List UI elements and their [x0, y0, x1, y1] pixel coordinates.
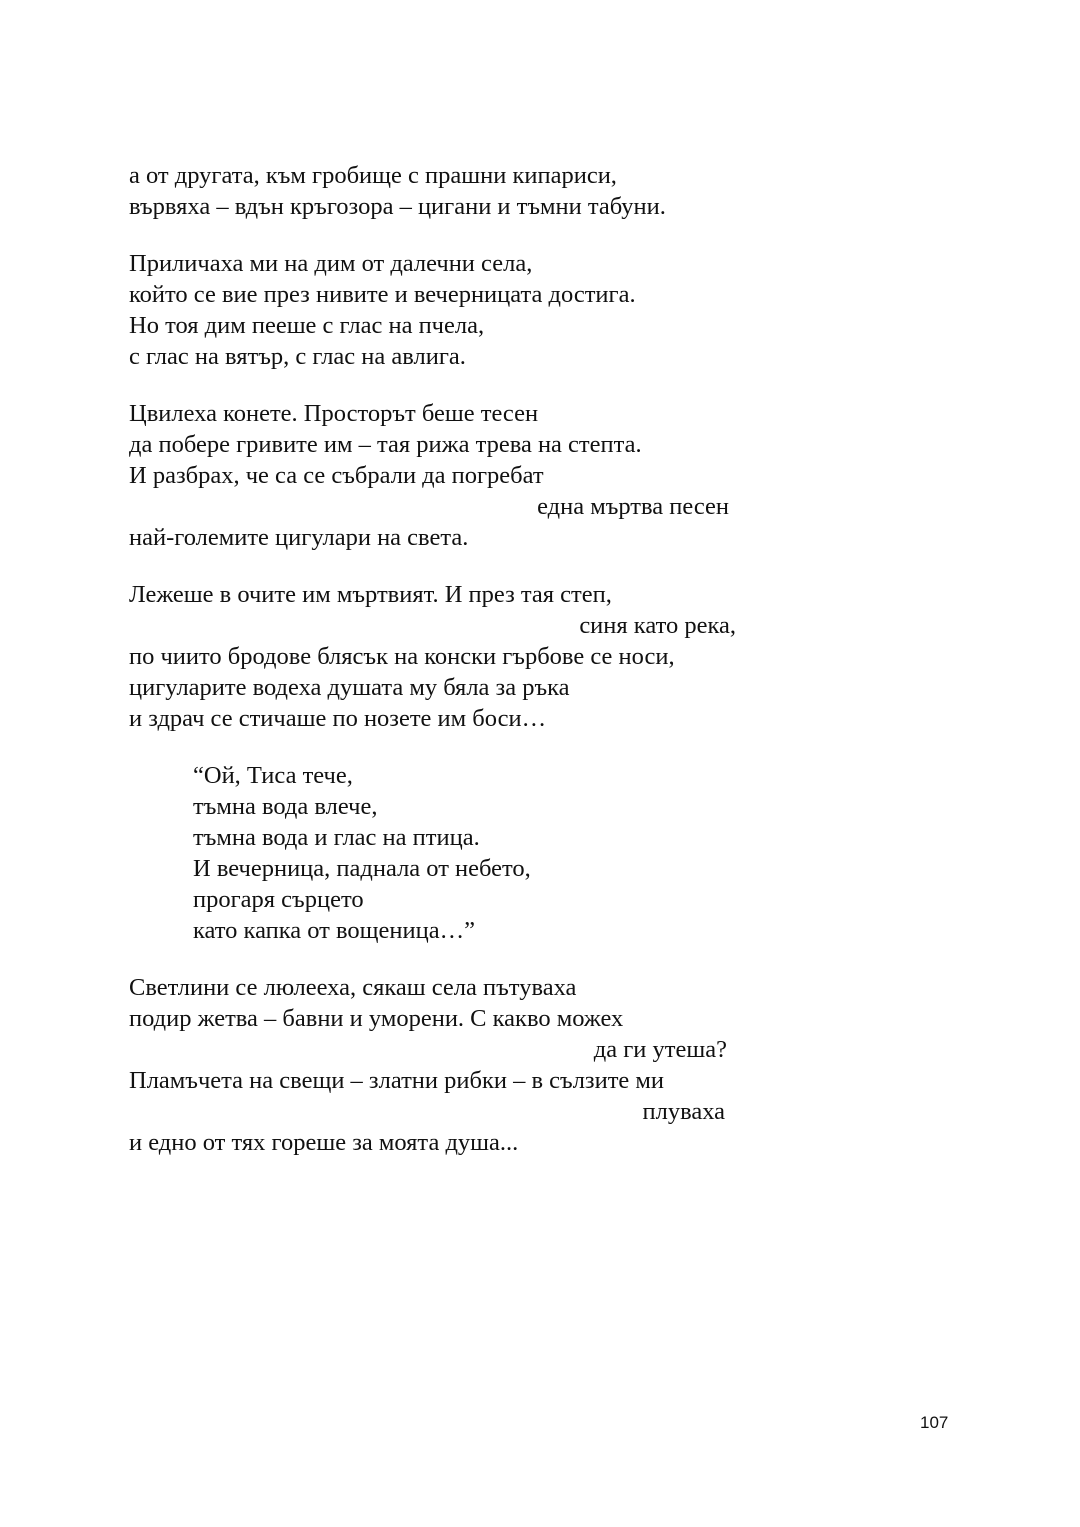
song-line: тъмна вода влече,	[193, 793, 378, 820]
poem-line: Но тоя дим пееше с глас на пчела,	[129, 312, 485, 339]
poem-line: вървяха – вдън кръгозора – цигани и тъмни табуни.	[129, 193, 666, 220]
stanza-song	[129, 760, 769, 946]
poem-line-indented: синя като река,	[579, 612, 736, 639]
poem-line: и едно от тях гореше за моята душа...	[129, 1129, 519, 1156]
song-line: като капка от вощеница…”	[193, 917, 475, 944]
page-number: 107	[920, 1413, 949, 1432]
poem-line: с глас на вятър, с глас на авлига.	[129, 343, 466, 370]
poem-line: Приличаха ми на дим от далечни села,	[129, 250, 533, 277]
poem-line: най-големите цигулари на света.	[129, 524, 469, 551]
song-line: прогаря сърцето	[193, 886, 364, 913]
stanza-2	[129, 248, 769, 372]
song-line: “Ой, Тиса тече,	[193, 762, 353, 789]
stanza-6	[129, 972, 769, 1158]
poem-line: цигуларите водеха душата му бяла за ръка	[129, 674, 570, 701]
stanza-3	[129, 398, 769, 553]
poem-line-indented: да ги утеша?	[593, 1036, 727, 1063]
poem-line-indented: плуваха	[642, 1098, 725, 1125]
poem-line: и здрач се стичаше по нозете им боси…	[129, 705, 547, 732]
poem-line-indented: една мъртва песен	[537, 493, 729, 520]
song-line: тъмна вода и глас на птица.	[193, 824, 480, 851]
poem-line: Лежеше в очите им мъртвият. И през тая степ,	[129, 581, 612, 608]
poem-line: да побере гривите им – тая рижа трева на степта.	[129, 431, 642, 458]
song-line: И вечерница, паднала от небето,	[193, 855, 531, 882]
poem-line: по чиито бродове блясък на конски гърбове се носи,	[129, 643, 675, 670]
stanza-4	[129, 579, 769, 734]
poem-line: И разбрах, че са се събрали да погребат	[129, 462, 544, 489]
poem-line: който се вие през нивите и вечерницата достига.	[129, 281, 636, 308]
stanza-1	[129, 160, 769, 222]
poem-line: а от другата, към гробище с прашни кипариси,	[129, 162, 617, 189]
poem-line: Цвилеха конете. Просторът беше тесен	[129, 400, 539, 427]
poem-line: Светлини се люлееха, сякаш села пътуваха	[129, 974, 577, 1001]
poem	[129, 160, 769, 1184]
poem-line: Пламъчета на свещи – златни рибки – в сълзите ми	[129, 1067, 665, 1094]
poem-line: подир жетва – бавни и уморени. С какво можех	[129, 1005, 624, 1032]
